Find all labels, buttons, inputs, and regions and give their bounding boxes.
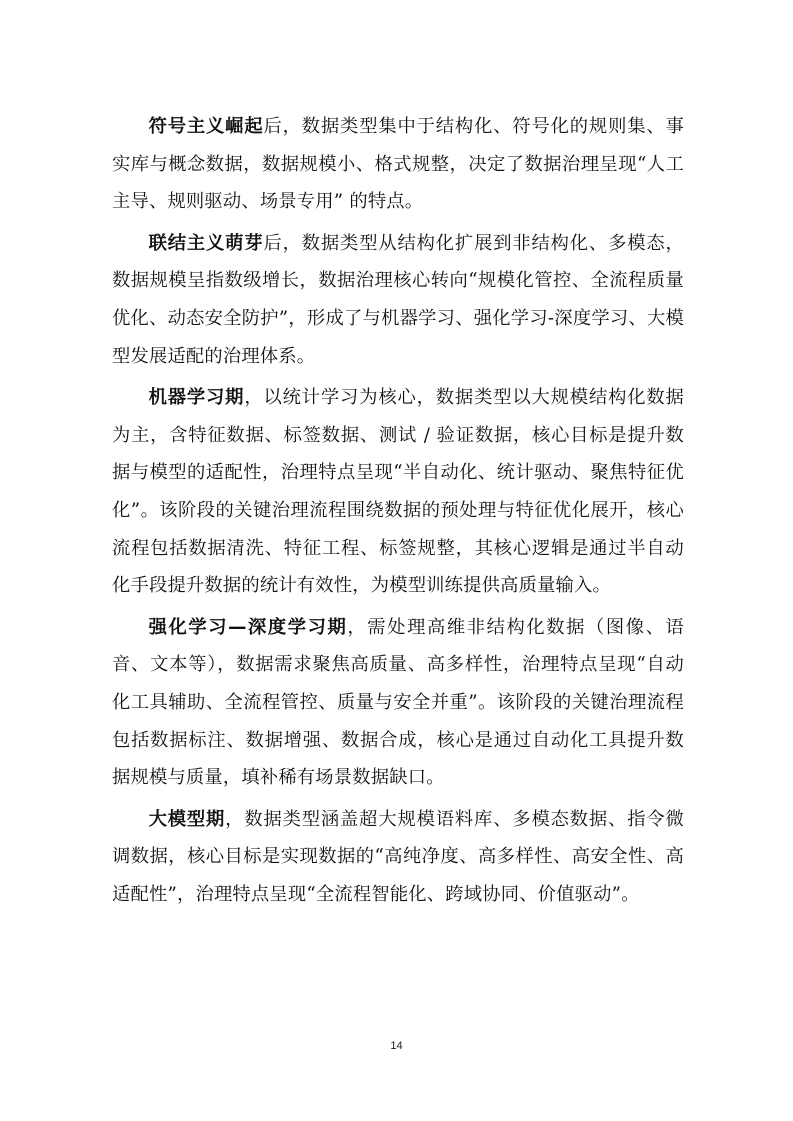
paragraph-text: ，数据类型涵盖超大规模语料库、多模态数据、指令微调数据，核心目标是实现数据的“高纯净度、高多样性、高安全性、高适配性”，治理特点呈现“全流程智能化、跨域协同、价值驱动”。 [112,808,684,905]
page-number: 14 [390,1040,403,1052]
paragraph-text: ，以统计学习为核心，数据类型以大规模结构化数据为主，含特征数据、标签数据、测试 / 验证数据，核心目标是提升数据与模型的适配性，治理特点呈现“半自动化、统计驱动、聚焦特征优化”。该阶段的关键治理流程围绕数据的预处理与特征优化展开，核心流程包括数据清洗、特征工程、标签规整，其核心逻辑是通过半自动化手段提升数据的统计有效性，为模型训练提供高质量输入。 [112,387,684,597]
paragraph-lead: 符号主义崛起 [148,116,264,137]
paragraph-machine-learning [112,379,684,605]
paragraph-lead: 机器学习期 [148,387,245,409]
paragraph-text: ，需处理高维非结构化数据（图像、语音、文本等），数据需求聚焦高质量、高多样性，治理特点呈现“自动化工具辅助、全流程管控、质量与安全并重”。该阶段的关键治理流程包括数据标注、数据增强、数据合成，核心是通过自动化工具提升数据规模与质量，填补稀有场景数据缺口。 [112,616,685,789]
paragraph-text: 后，数据类型集中于结构化、符号化的规则集、事实库与概念数据，数据规模小、格式规整，决定了数据治理呈现“人工主导、规则驱动、场景专用” 的特点。 [112,116,684,213]
paragraph-connectionism [112,225,684,375]
paragraph-deep-learning [112,609,684,797]
paragraph-symbolism [112,108,684,221]
page-body [112,108,684,917]
paragraph-lead: 联结主义萌芽 [148,232,264,254]
paragraph-lead: 强化学习—深度学习期 [148,616,348,638]
paragraph-text: 后，数据类型从结构化扩展到非结构化、多模态，数据规模呈指数级增长，数据治理核心转向“规模化管控、全流程质量优化、动态安全防护”，形成了与机器学习、强化学习-深度学习、大模型发展适配的治理体系。 [112,232,684,367]
paragraph-lead: 大模型期 [148,808,226,830]
paragraph-large-model [112,801,684,914]
